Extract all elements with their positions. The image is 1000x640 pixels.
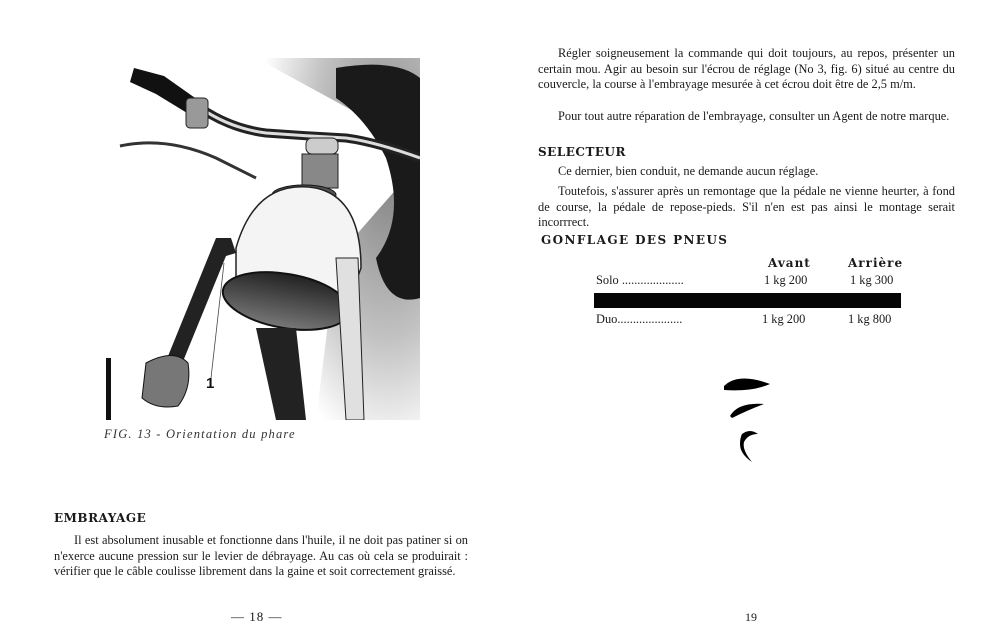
headlight-illustration [106,58,420,420]
row-label: Duo..................... [596,312,683,326]
cell-avant: 1 kg 200 [764,273,808,287]
black-bar-divider [594,293,901,308]
cell-arriere: 1 kg 800 [848,312,892,326]
section-title-selecteur: SELECTEUR [538,145,626,159]
table-row-solo [596,273,899,290]
embrayage-paragraph: Il est absolument inusable et fonctionne dans l'huile, il ne doit pas patiner si on n'exerce aucune pression sur le levier de débrayage. Au cas où cela se produirait : vérifier que le câble coulisse librement dans la gaine et soit correctement graissé. [54,533,468,579]
page-number-right: 19 [745,610,757,624]
table-row-duo [596,312,899,329]
section-title-gonflage: GONFLAGE DES PNEUS [541,233,729,247]
row-label: Solo .................... [596,273,684,287]
selecteur-paragraph-1: Ce dernier, bien conduit, ne demande aucun réglage. [558,164,819,178]
selecteur-paragraph-2: Toutefois, s'assurer après un remontage que la pédale ne vienne heurter, à fond de course, la pédale de repose-pieds. S'il n'en est pas ainsi le montage serait incorrrect. [538,184,955,230]
figure-caption: FIG. 13 - Orientation du phare [104,427,296,441]
figure-headlight-photo [106,58,420,420]
pour-paragraph: Pour tout autre réparation de l'embrayage, consulter un Agent de notre marque. [558,109,950,123]
page-number-left: — 18 — [231,609,283,624]
regler-paragraph: Régler soigneusement la commande qui doit toujours, au repos, présenter un certain mou. Agir au besoin sur l'écrou de réglage (No 3, fig. 6) situé au centre du couvercle, la course à l'embrayage mesurée à cet écrou doit être de 2,5 m/m. [538,46,955,92]
table-header [596,256,904,273]
cell-avant: 1 kg 200 [762,312,806,326]
tire-pressure-table [596,256,904,329]
figure-callout-1: 1 [206,375,215,392]
column-header-arriere: Arrière [848,256,904,270]
cell-arriere: 1 kg 300 [850,273,894,287]
ornament-swirl-icon [718,368,778,468]
column-header-avant: Avant [768,256,811,270]
section-title-embrayage: EMBRAYAGE [54,511,147,525]
